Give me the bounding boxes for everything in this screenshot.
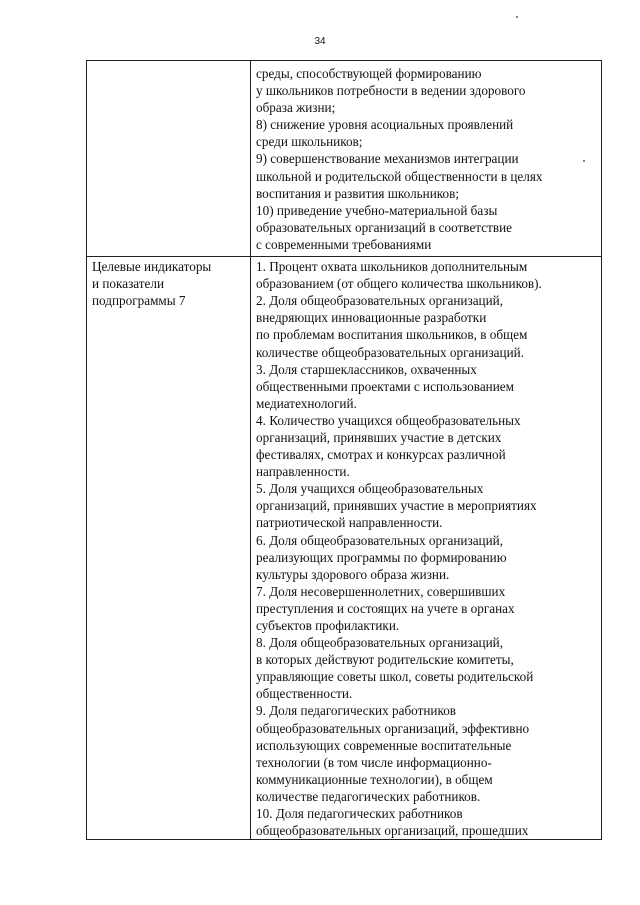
text-line: субъектов профилактики. xyxy=(256,618,400,633)
row-label-line: и показатели xyxy=(92,276,165,292)
text-line: направленности. xyxy=(256,464,350,480)
row-label-line: подпрограммы 7 xyxy=(92,293,186,309)
text-line: 1. Процент охвата школьников дополнительным xyxy=(256,259,528,275)
document-table xyxy=(86,60,602,840)
text-line: управляющие советы школ, советы родительской xyxy=(256,669,534,685)
row-content-cell xyxy=(251,257,602,840)
table-row-indicators xyxy=(87,257,602,840)
text-line: у школьников потребности в ведении здорового xyxy=(256,83,526,99)
text-line: 9. Доля педагогических работников xyxy=(256,703,457,719)
row-label-cell xyxy=(87,257,251,840)
row-content-cell xyxy=(251,61,602,257)
table-row-continuation xyxy=(87,61,602,257)
text-line: общеобразовательных организаций, прошедших xyxy=(256,823,529,839)
text-line: преступления и состоящих на учете в органах xyxy=(256,600,515,616)
text-line: технологии (в том числе информационно- xyxy=(256,754,492,770)
scan-speck xyxy=(516,16,518,18)
text-line: 3. Доля старшеклассников, охваченных xyxy=(256,361,477,377)
text-line: организаций, принявших участие в детских xyxy=(256,429,502,445)
text-line: с современными требованиями xyxy=(256,236,432,252)
row-label-cell-empty xyxy=(87,61,251,257)
text-line: 8. Доля общеобразовательных организаций, xyxy=(256,635,504,651)
text-line: среди школьников; xyxy=(256,134,363,150)
row-label-line: Целевые индикаторы xyxy=(92,259,212,275)
page-number: 34 xyxy=(314,36,326,47)
text-line: образовательных организаций в соответствие xyxy=(256,219,512,235)
text-line: 7. Доля несовершеннолетних, совершивших xyxy=(256,583,506,599)
text-line: внедряющих инновационные разработки xyxy=(256,310,487,326)
text-line: образованием (от общего количества школьников). xyxy=(256,276,542,292)
text-line: количестве педагогических работников. xyxy=(256,788,481,804)
text-line: 9) совершенствование механизмов интеграции xyxy=(256,151,519,167)
text-line: в которых действуют родительские комитеты, xyxy=(256,652,514,668)
text-line: организаций, принявших участие в мероприятиях xyxy=(256,498,537,514)
text-line: медиатехнологий. xyxy=(256,395,357,411)
text-line: фестивалях, смотрах и конкурсах различной xyxy=(256,447,506,463)
text-line: образа жизни; xyxy=(256,100,336,116)
text-line: 10) приведение учебно-материальной базы xyxy=(256,202,498,218)
text-line: 6. Доля общеобразовательных организаций, xyxy=(256,532,504,548)
text-line: 4. Количество учащихся общеобразовательных xyxy=(256,412,521,428)
text-line: общеобразовательных организаций, эффективно xyxy=(256,720,530,736)
text-line: 8) снижение уровня асоциальных проявлений xyxy=(256,117,514,133)
text-line: общественными проектами с использованием xyxy=(256,378,514,394)
text-line: по проблемам воспитания школьников, в общем xyxy=(256,327,528,343)
text-line: культуры здорового образа жизни. xyxy=(256,566,450,582)
text-line: среды, способствующей формированию xyxy=(256,66,482,81)
text-line: 10. Доля педагогических работников xyxy=(256,806,463,822)
text-line: школьной и родительской общественности в целях xyxy=(256,168,543,184)
text-line: 5. Доля учащихся общеобразовательных xyxy=(256,481,484,497)
text-line: использующих современные воспитательные xyxy=(256,737,512,753)
text-line: коммуникационные технологии), в общем xyxy=(256,771,493,787)
text-line: воспитания и развития школьников; xyxy=(256,185,460,201)
text-line: патриотической направленности. xyxy=(256,515,443,531)
text-line: общественности. xyxy=(256,686,353,702)
text-line: реализующих программы по формированию xyxy=(256,549,507,565)
text-line: 2. Доля общеобразовательных организаций, xyxy=(256,293,504,309)
text-line: количестве общеобразовательных организаций. xyxy=(256,344,524,360)
